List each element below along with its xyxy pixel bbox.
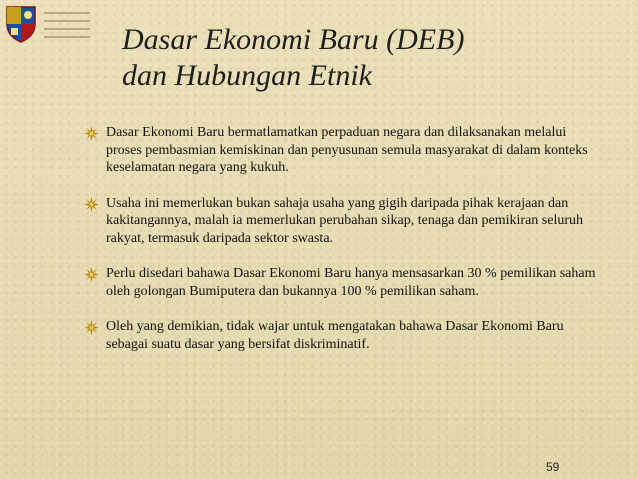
bullet-text: Perlu disedari bahawa Dasar Ekonomi Baru hanya mensasarkan 30 % pemilikan saham oleh golongan Bumiputera dan bukannya 100 % pemilikan saham. <box>106 266 596 299</box>
bullet-text: Oleh yang demikian, tidak wajar untuk mengatakan bahawa Dasar Ekonomi Baru sebagai suatu dasar yang bersifat diskriminatif. <box>106 319 564 352</box>
starburst-bullet-icon <box>84 197 99 212</box>
starburst-bullet-icon <box>84 126 99 141</box>
bullet-text: Usaha ini memerlukan bukan sahaja usaha yang gigih daripada pihak kerajaan dan kakitangannya, malah ia memerlukan perubahan sikap, tenaga dan pemikiran seluruh rakyat, termasuk daripada sektor swasta. <box>106 195 583 246</box>
university-logo <box>4 4 90 48</box>
page-number: 59 <box>546 460 560 474</box>
logo-faded-text <box>44 12 90 44</box>
bullet-item <box>84 265 604 300</box>
slide-title <box>122 22 464 94</box>
starburst-bullet-icon <box>84 320 99 335</box>
slide-title-line-2: dan Hubungan Etnik <box>122 59 372 92</box>
starburst-bullet-icon <box>84 267 99 282</box>
bullet-item <box>84 195 604 248</box>
bullet-item <box>84 318 604 353</box>
slide-title-line-1: Dasar Ekonomi Baru (DEB) <box>122 23 465 56</box>
university-crest-icon <box>4 4 38 44</box>
bullet-item <box>84 124 604 177</box>
bullet-list <box>84 124 604 371</box>
bullet-text: Dasar Ekonomi Baru bermatlamatkan perpaduan negara dan dilaksanakan melalui proses pembasmian kemiskinan dan penyusunan semula masyarakat di dalam konteks keselamatan negara yang kukuh. <box>106 125 588 175</box>
